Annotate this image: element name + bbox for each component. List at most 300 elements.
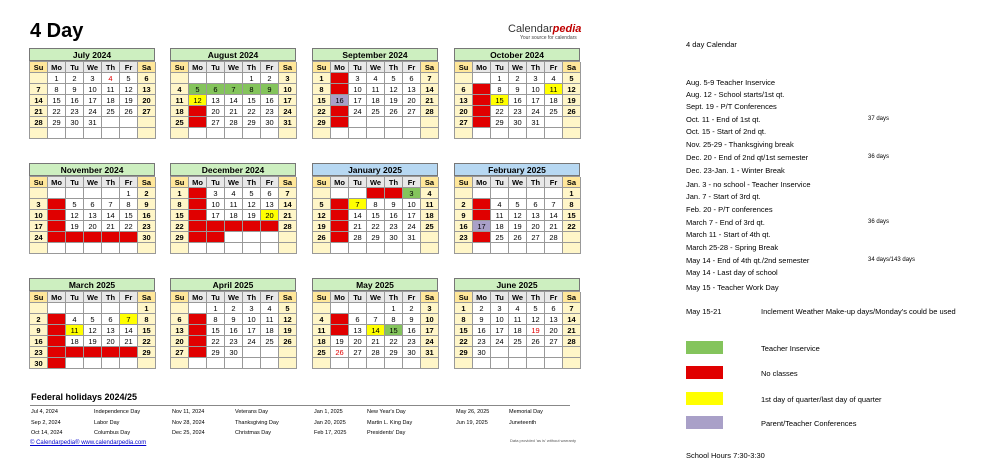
day-cell: 15 (243, 95, 261, 106)
day-cell: 11 (313, 325, 331, 336)
day-cell: 10 (243, 314, 261, 325)
day-cell: 21 (563, 325, 581, 336)
day-cell: 23 (189, 221, 207, 232)
day-cell: 24 (491, 336, 509, 347)
day-cell: 26 (189, 117, 207, 128)
day-cell: 15 (563, 210, 581, 221)
month-title: May 2025 (312, 278, 438, 291)
day-cell: 23 (66, 106, 84, 117)
day-cell: 18 (102, 95, 120, 106)
day-cell: 10 (30, 210, 48, 221)
day-cell: 29 (455, 347, 473, 358)
month-9 (170, 278, 296, 369)
day-cell: 1 (385, 303, 403, 314)
weekday-header: Fr (261, 177, 279, 188)
empty-cell (171, 73, 189, 84)
month-0 (29, 48, 155, 139)
day-cell: 25 (509, 336, 527, 347)
empty-cell (385, 128, 403, 139)
day-cell: 30 (385, 232, 403, 243)
empty-cell (473, 188, 491, 199)
day-cell: 28 (545, 232, 563, 243)
empty-cell (30, 188, 48, 199)
weekday-header: Mo (48, 177, 66, 188)
day-cell: 16 (189, 210, 207, 221)
day-cell: 24 (207, 221, 225, 232)
weekday-header: Su (313, 292, 331, 303)
weekday-header: Su (171, 62, 189, 73)
day-cell: 24 (279, 106, 297, 117)
empty-cell (171, 128, 189, 139)
day-cell: 29 (120, 232, 138, 243)
day-cell: 24 (30, 232, 48, 243)
empty-cell (349, 188, 367, 199)
holiday-date: Oct 14, 2024 (31, 430, 63, 436)
empty-cell (66, 358, 84, 369)
weekday-header: We (84, 62, 102, 73)
weekday-header: Mo (473, 177, 491, 188)
weekday-header: Th (527, 62, 545, 73)
day-cell: 20 (138, 95, 156, 106)
empty-cell (243, 358, 261, 369)
empty-cell (84, 188, 102, 199)
day-cell: 16 (225, 325, 243, 336)
weekday-header: Th (385, 292, 403, 303)
weekday-header: Sa (421, 292, 439, 303)
weekday-header: Su (30, 177, 48, 188)
day-cell: 27 (261, 221, 279, 232)
weekday-header: Sa (138, 177, 156, 188)
day-cell: 4 (171, 84, 189, 95)
empty-cell (509, 358, 527, 369)
month-grid (29, 61, 155, 139)
day-cell: 5 (279, 303, 297, 314)
day-cell: 5 (189, 84, 207, 95)
day-cell: 4 (509, 303, 527, 314)
day-cell: 21 (30, 106, 48, 117)
day-cell: 9 (473, 314, 491, 325)
day-cell: 20 (349, 336, 367, 347)
day-cell: 3 (349, 73, 367, 84)
day-cell: 31 (279, 117, 297, 128)
day-cell: 8 (243, 84, 261, 95)
legend-label: Parent/Teacher Conferences (761, 419, 857, 428)
empty-cell (30, 128, 48, 139)
calendarpedia-link[interactable]: © Calendarpedia® www.calendarpedia.com (30, 440, 147, 446)
weekday-header: We (225, 62, 243, 73)
day-cell: 10 (48, 325, 66, 336)
weekday-header: Su (455, 177, 473, 188)
day-cell: 25 (171, 117, 189, 128)
legend-swatch (686, 341, 723, 354)
empty-cell (171, 303, 189, 314)
empty-cell (243, 232, 261, 243)
day-cell: 17 (207, 210, 225, 221)
day-cell: 21 (102, 221, 120, 232)
weekday-header: Th (243, 292, 261, 303)
day-cell: 5 (120, 73, 138, 84)
empty-cell (189, 128, 207, 139)
brand-tagline: Your source for calendars (520, 35, 577, 41)
empty-cell (563, 128, 581, 139)
day-cell: 6 (138, 73, 156, 84)
day-cell: 28 (279, 221, 297, 232)
day-cell: 18 (225, 210, 243, 221)
day-cell: 9 (261, 84, 279, 95)
day-cell: 21 (279, 210, 297, 221)
empty-cell (171, 243, 189, 254)
day-cell: 16 (331, 95, 349, 106)
month-grid (454, 61, 580, 139)
event-days: 34 days/143 days (868, 257, 916, 263)
empty-cell (367, 243, 385, 254)
day-cell: 10 (84, 84, 102, 95)
empty-cell (66, 243, 84, 254)
month-title: February 2025 (454, 163, 580, 176)
day-cell: 11 (261, 314, 279, 325)
day-cell: 11 (66, 325, 84, 336)
day-cell: 14 (30, 95, 48, 106)
day-cell: 6 (349, 314, 367, 325)
empty-cell (102, 303, 120, 314)
day-cell: 24 (84, 106, 102, 117)
empty-cell (225, 358, 243, 369)
day-cell: 29 (207, 347, 225, 358)
day-cell: 25 (545, 106, 563, 117)
empty-cell (261, 128, 279, 139)
event-days: 36 days (868, 219, 890, 225)
empty-cell (279, 128, 297, 139)
empty-cell (102, 117, 120, 128)
weekday-header: We (509, 292, 527, 303)
empty-cell (261, 347, 279, 358)
day-cell: 4 (66, 314, 84, 325)
day-cell: 18 (491, 221, 509, 232)
day-cell: 19 (563, 95, 581, 106)
empty-cell (421, 358, 439, 369)
day-cell: 16 (385, 210, 403, 221)
day-cell: 1 (455, 303, 473, 314)
day-cell: 3 (403, 188, 421, 199)
empty-cell (120, 358, 138, 369)
weekday-header: Sa (279, 177, 297, 188)
day-cell: 20 (84, 221, 102, 232)
day-cell: 23 (509, 106, 527, 117)
day-cell: 20 (261, 210, 279, 221)
legend-swatch (686, 416, 723, 429)
day-cell: 9 (225, 314, 243, 325)
empty-cell (120, 117, 138, 128)
weekday-header: Fr (545, 62, 563, 73)
weekday-header: Sa (138, 62, 156, 73)
day-cell: 2 (473, 303, 491, 314)
legend-label: 1st day of quarter/last day of quarter (761, 395, 882, 404)
day-cell: 15 (367, 210, 385, 221)
empty-cell (421, 232, 439, 243)
day-cell: 26 (313, 232, 331, 243)
empty-cell (421, 128, 439, 139)
weekday-header: Th (102, 177, 120, 188)
day-cell: 29 (171, 232, 189, 243)
weekday-header: Mo (48, 62, 66, 73)
empty-cell (473, 243, 491, 254)
day-cell: 26 (331, 347, 349, 358)
month-grid (170, 176, 296, 254)
empty-cell (403, 117, 421, 128)
month-title: April 2025 (170, 278, 296, 291)
month-7 (454, 163, 580, 254)
day-cell: 21 (421, 95, 439, 106)
weekday-header: Mo (189, 62, 207, 73)
empty-cell (120, 128, 138, 139)
empty-cell (138, 243, 156, 254)
event-item: Jan. 3 - no school - Teacher Inservice (686, 180, 811, 189)
day-cell: 27 (545, 336, 563, 347)
legend-swatch (686, 392, 723, 405)
day-cell: 1 (367, 188, 385, 199)
day-cell: 22 (48, 106, 66, 117)
empty-cell (243, 243, 261, 254)
day-cell: 2 (509, 73, 527, 84)
holiday-name: Martin L. King Day (367, 419, 413, 426)
holiday-date: Jan 20, 2025 (314, 419, 346, 426)
day-cell: 5 (66, 199, 84, 210)
day-cell: 27 (455, 117, 473, 128)
day-cell: 4 (261, 303, 279, 314)
weekday-header: We (225, 177, 243, 188)
day-cell: 1 (563, 188, 581, 199)
day-cell: 7 (421, 73, 439, 84)
empty-cell (102, 188, 120, 199)
empty-cell (331, 303, 349, 314)
empty-cell (48, 188, 66, 199)
day-cell: 3 (473, 199, 491, 210)
weekday-header: We (509, 62, 527, 73)
empty-cell (331, 188, 349, 199)
day-cell: 19 (279, 325, 297, 336)
empty-cell (66, 303, 84, 314)
weekday-header: Mo (48, 292, 66, 303)
month-10 (312, 278, 438, 369)
day-cell: 18 (66, 336, 84, 347)
day-cell: 18 (421, 210, 439, 221)
day-cell: 12 (189, 95, 207, 106)
day-cell: 2 (261, 73, 279, 84)
day-cell: 25 (66, 347, 84, 358)
day-cell: 19 (120, 95, 138, 106)
day-cell: 22 (563, 221, 581, 232)
legend-label: No classes (761, 369, 798, 378)
day-cell: 27 (84, 232, 102, 243)
holiday-date: Nov 28, 2024 (172, 419, 205, 426)
day-cell: 16 (30, 336, 48, 347)
day-cell: 23 (261, 106, 279, 117)
day-cell: 3 (527, 73, 545, 84)
day-cell: 17 (279, 95, 297, 106)
month-grid (454, 176, 580, 254)
empty-cell (491, 347, 509, 358)
day-cell: 2 (30, 314, 48, 325)
empty-cell (66, 128, 84, 139)
event-item: May 14 - End of 4th qt./2nd semester (686, 256, 810, 265)
day-cell: 11 (545, 84, 563, 95)
month-grid (312, 61, 438, 139)
day-cell: 8 (313, 84, 331, 95)
empty-cell (84, 128, 102, 139)
month-title: July 2024 (29, 48, 155, 61)
weekday-header: We (367, 177, 385, 188)
weekday-header: Sa (563, 292, 581, 303)
day-cell: 3 (421, 303, 439, 314)
day-cell: 19 (243, 210, 261, 221)
day-cell: 14 (279, 199, 297, 210)
day-cell: 22 (491, 106, 509, 117)
day-cell: 30 (509, 117, 527, 128)
day-cell: 14 (189, 325, 207, 336)
weekday-header: Tu (207, 62, 225, 73)
weekday-header: Tu (491, 62, 509, 73)
month-grid (29, 176, 155, 254)
day-cell: 26 (509, 232, 527, 243)
month-11 (454, 278, 580, 369)
day-cell: 15 (48, 95, 66, 106)
day-cell: 12 (66, 210, 84, 221)
day-cell: 4 (491, 199, 509, 210)
month-title: September 2024 (312, 48, 438, 61)
empty-cell (385, 117, 403, 128)
weekday-header: Su (171, 292, 189, 303)
day-cell: 5 (331, 314, 349, 325)
day-cell: 27 (207, 117, 225, 128)
day-cell: 1 (491, 73, 509, 84)
weekday-header: Su (30, 292, 48, 303)
day-cell: 13 (527, 210, 545, 221)
empty-cell (30, 303, 48, 314)
empty-cell (189, 73, 207, 84)
day-cell: 17 (349, 95, 367, 106)
empty-cell (102, 243, 120, 254)
day-cell: 22 (385, 336, 403, 347)
empty-cell (473, 358, 491, 369)
day-cell: 12 (331, 325, 349, 336)
day-cell: 30 (473, 347, 491, 358)
day-cell: 12 (279, 314, 297, 325)
weekday-header: Fr (545, 177, 563, 188)
day-cell: 30 (30, 358, 48, 369)
empty-cell (84, 358, 102, 369)
day-cell: 17 (527, 95, 545, 106)
day-cell: 1 (313, 73, 331, 84)
holidays-divider (30, 405, 570, 406)
day-cell: 29 (138, 347, 156, 358)
day-cell: 28 (225, 117, 243, 128)
empty-cell (349, 243, 367, 254)
day-cell: 25 (225, 221, 243, 232)
event-item: March 7 - End of 3rd qt. (686, 218, 765, 227)
day-cell: 16 (138, 210, 156, 221)
day-cell: 1 (243, 73, 261, 84)
day-cell: 5 (84, 314, 102, 325)
day-cell: 4 (48, 199, 66, 210)
day-cell: 22 (243, 106, 261, 117)
weekday-header: Th (243, 177, 261, 188)
empty-cell (138, 117, 156, 128)
empty-cell (563, 232, 581, 243)
weekday-header: Tu (349, 62, 367, 73)
day-cell: 14 (102, 210, 120, 221)
empty-cell (48, 303, 66, 314)
day-cell: 16 (261, 95, 279, 106)
day-cell: 12 (563, 84, 581, 95)
day-cell: 8 (138, 314, 156, 325)
day-cell: 11 (102, 84, 120, 95)
weekday-header: Sa (421, 62, 439, 73)
weekday-header: Mo (473, 292, 491, 303)
event-item: March 11 - Start of 4th qt. (686, 230, 771, 239)
day-cell: 1 (207, 303, 225, 314)
day-cell: 30 (138, 232, 156, 243)
weekday-header: Su (455, 292, 473, 303)
day-cell: 3 (30, 199, 48, 210)
empty-cell (30, 73, 48, 84)
day-cell: 25 (48, 232, 66, 243)
holiday-date: May 26, 2025 (456, 409, 490, 415)
day-cell: 13 (171, 325, 189, 336)
event-item: May 15 - Teacher Work Day (686, 283, 779, 292)
day-cell: 20 (545, 325, 563, 336)
month-title: December 2024 (170, 163, 296, 176)
day-cell: 9 (385, 199, 403, 210)
empty-cell (225, 243, 243, 254)
holidays-title: Federal holidays 2024/25 (31, 392, 138, 402)
day-cell: 27 (527, 232, 545, 243)
day-cell: 17 (491, 325, 509, 336)
day-cell: 3 (243, 303, 261, 314)
day-cell: 7 (225, 84, 243, 95)
day-cell: 12 (243, 199, 261, 210)
day-cell: 28 (189, 347, 207, 358)
day-cell: 23 (385, 221, 403, 232)
empty-cell (171, 358, 189, 369)
empty-cell (207, 358, 225, 369)
day-cell: 14 (545, 210, 563, 221)
empty-cell (349, 117, 367, 128)
weekday-header: Fr (261, 292, 279, 303)
day-cell: 8 (120, 199, 138, 210)
day-cell: 13 (84, 210, 102, 221)
empty-cell (120, 303, 138, 314)
day-cell: 19 (385, 95, 403, 106)
holiday-name: Memorial Day (509, 409, 543, 415)
weekday-header: Tu (66, 292, 84, 303)
day-cell: 8 (455, 314, 473, 325)
day-cell: 17 (403, 210, 421, 221)
day-cell: 3 (84, 73, 102, 84)
day-cell: 5 (563, 73, 581, 84)
day-cell: 20 (207, 106, 225, 117)
empty-cell (509, 188, 527, 199)
empty-cell (313, 188, 331, 199)
empty-cell (189, 303, 207, 314)
day-cell: 1 (120, 188, 138, 199)
day-cell: 26 (563, 106, 581, 117)
empty-cell (225, 232, 243, 243)
month-4 (29, 163, 155, 254)
brand-part2: pedia (552, 23, 582, 35)
empty-cell (563, 347, 581, 358)
day-cell: 9 (331, 84, 349, 95)
event-item: Feb. 20 - P/T conferences (686, 205, 773, 214)
